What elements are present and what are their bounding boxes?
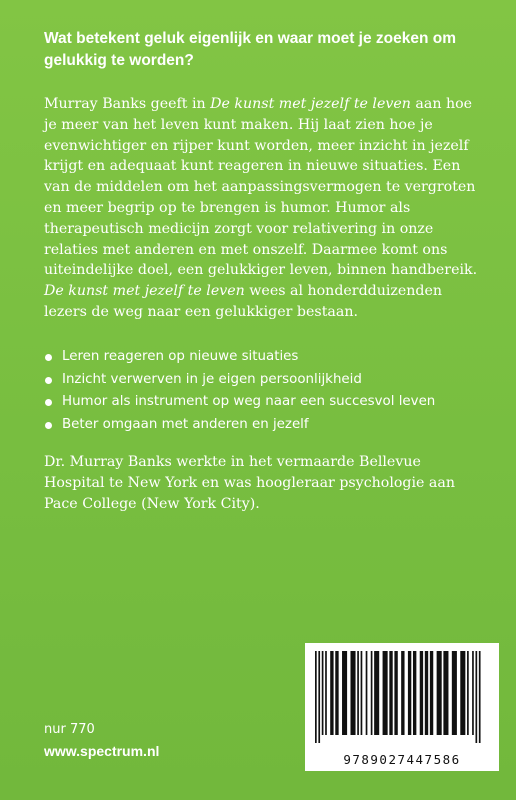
barcode-bar — [361, 651, 363, 735]
barcode-bar — [342, 651, 347, 735]
barcode-bar — [452, 651, 457, 735]
list-item: Humor als instrument op weg naar een succesvol leven — [44, 391, 494, 414]
isbn-number: 9789027447586 — [343, 752, 461, 767]
intro-text-3: wees al honderdduizenden lezers de weg naar een gelukkiger bestaan. — [44, 283, 443, 320]
list-item: Beter omgaan met anderen en jezelf — [44, 414, 494, 437]
barcode-bar — [318, 651, 320, 743]
list-item: Inzicht verwerven in je eigen persoonlijkheid — [44, 369, 494, 392]
barcode-bar — [383, 651, 388, 735]
feature-list — [44, 346, 494, 436]
barcode-bar — [401, 651, 404, 735]
author-bio: Dr. Murray Banks werkte in het vermaarde Bellevue Hospital te New York en was hoogleraar psychologie aan Pace College (New York City). — [44, 454, 455, 512]
barcode-bar — [472, 651, 474, 735]
barcode-bar — [350, 651, 355, 735]
bullet-icon — [45, 354, 52, 361]
barcode-bar — [371, 651, 373, 735]
barcode-bar — [467, 651, 469, 735]
barcode-bar — [335, 651, 338, 735]
barcode-bar — [315, 651, 317, 743]
intro-text-1: Murray Banks geeft in — [44, 96, 211, 112]
publisher-website: www.spectrum.nl — [44, 743, 160, 759]
barcode-bars — [315, 651, 489, 743]
intro-paragraph — [44, 94, 484, 323]
book-title-italic: De kunst met jezelf te leven — [210, 96, 411, 112]
list-item: Leren reageren op nieuwe situaties — [44, 346, 494, 369]
barcode-bar — [408, 651, 411, 735]
barcode-bar — [479, 651, 481, 743]
barcode-bar — [437, 651, 442, 735]
barcode-bar — [413, 651, 416, 735]
barcode-bar — [420, 651, 423, 735]
barcode-bar — [322, 651, 324, 735]
barcode-bar — [325, 651, 327, 735]
barcode-bar — [330, 651, 333, 735]
barcode-bar — [425, 651, 428, 735]
nur-code: nur 770 — [44, 722, 95, 737]
barcode-bar — [475, 651, 477, 743]
barcode-bar — [366, 651, 368, 735]
cover-heading: Wat betekent geluk eigenlijk en waar moet je zoeken om gelukkig te worden? — [44, 30, 457, 69]
barcode-bar — [443, 651, 448, 735]
barcode-bar — [389, 651, 392, 735]
barcode-bar — [357, 651, 359, 735]
bullet-icon — [45, 422, 52, 429]
bullet-icon — [45, 377, 52, 384]
barcode-bar — [394, 651, 397, 735]
barcode — [305, 643, 499, 771]
barcode-bar — [374, 651, 379, 735]
bullet-icon — [45, 399, 52, 406]
intro-text-2: aan hoe je meer van het leven kunt maken. Hij laat zien hoe je evenwichtiger en rijper kunt worden, meer inzicht in jezelf krijgt en adequaat kunt reageren in nieuwe situaties. Een van de middelen om het aanpassingsvermogen te vergroten en meer begrip op te brengen is humor. Humor als therapeutisch medicijn zorgt voor relativering in onze relaties met anderen en met onszelf. Daarmee komt ons uiteindelijke doel, een gelukkiger leven, binnen handbereik. — [44, 96, 478, 279]
barcode-bar — [430, 651, 433, 735]
barcode-bar — [460, 651, 465, 735]
book-title-italic: De kunst met jezelf te leven — [44, 283, 245, 300]
